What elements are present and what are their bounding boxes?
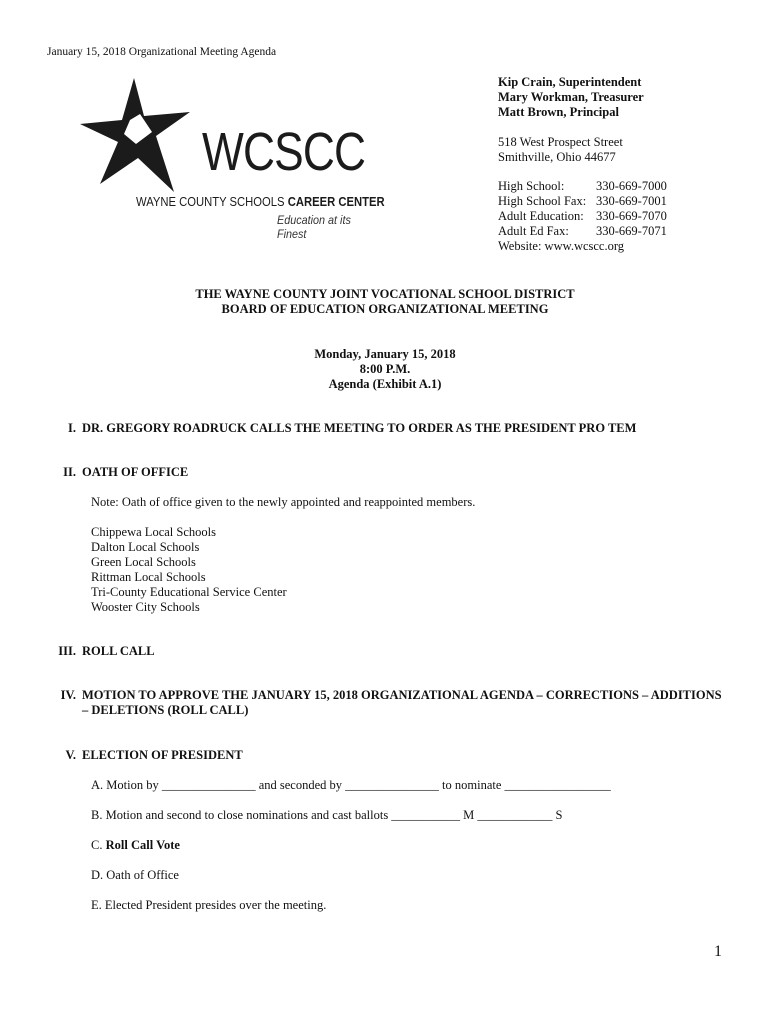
section-number: I. — [68, 421, 76, 435]
election-item-c — [91, 838, 180, 853]
schools-list — [91, 525, 287, 615]
address-street: 518 West Prospect Street — [498, 135, 623, 149]
section-2 — [48, 465, 188, 480]
logo-school-name — [136, 195, 385, 209]
section-4 — [48, 688, 722, 718]
meeting-details — [0, 347, 770, 392]
star-icon — [78, 74, 206, 202]
logo-wordmark: WCSCC — [202, 122, 366, 182]
oath-note: Note: Oath of office given to the newly appointed and reappointed members. — [91, 495, 476, 509]
section-heading-line-2: – DELETIONS (ROLL CALL) — [82, 703, 249, 717]
title-line-1: THE WAYNE COUNTY JOINT VOCATIONAL SCHOOL DISTRICT — [195, 287, 575, 301]
section-number: II. — [63, 465, 76, 479]
staff-superintendent: Kip Crain, Superintendent — [498, 75, 642, 89]
section-3 — [48, 644, 155, 659]
contact-row — [498, 209, 667, 224]
staff-treasurer: Mary Workman, Treasurer — [498, 90, 644, 104]
meeting-agenda-label: Agenda (Exhibit A.1) — [328, 377, 442, 391]
list-item: Dalton Local Schools — [91, 540, 200, 554]
section-heading: DR. GREGORY ROADRUCK CALLS THE MEETING TO ORDER AS THE PRESIDENT PRO TEM — [82, 421, 637, 435]
contact-label: High School: — [498, 179, 565, 193]
wcscc-logo — [78, 74, 388, 241]
list-item: Rittman Local Schools — [91, 570, 206, 584]
list-item: Wooster City Schools — [91, 600, 200, 614]
section-number: V. — [65, 748, 76, 762]
section-number: III. — [58, 644, 76, 658]
document-header: January 15, 2018 Organizational Meeting Agenda — [47, 46, 277, 58]
section-1 — [48, 421, 636, 436]
contact-value: 330-669-7071 — [596, 224, 667, 238]
election-item-d: D. Oath of Office — [91, 868, 179, 882]
website-link[interactable]: Website: www.wcscc.org — [498, 239, 625, 253]
section-heading — [82, 688, 722, 718]
meeting-title — [0, 287, 770, 317]
section-heading: ROLL CALL — [82, 644, 155, 658]
staff-principal: Matt Brown, Principal — [498, 105, 619, 119]
contact-row — [498, 179, 667, 194]
section-5 — [48, 748, 243, 763]
contact-label: Adult Ed Fax: — [498, 224, 569, 238]
list-item: Green Local Schools — [91, 555, 196, 569]
meeting-time: 8:00 P.M. — [359, 362, 411, 376]
section-heading-line-1: MOTION TO APPROVE THE JANUARY 15, 2018 ORGANIZATIONAL AGENDA – CORRECTIONS – ADDITIONS — [82, 688, 722, 702]
meeting-date: Monday, January 15, 2018 — [314, 347, 456, 361]
contact-value: 330-669-7001 — [596, 194, 667, 208]
election-item-a: A. Motion by _______________ and seconded by _______________ to nominate _________________ — [91, 778, 611, 792]
contact-row — [498, 224, 667, 239]
contact-block — [498, 179, 667, 254]
logo-school-name-regular: WAYNE COUNTY SCHOOLS — [136, 195, 288, 209]
list-item: Chippewa Local Schools — [91, 525, 216, 539]
section-number: IV. — [60, 688, 76, 702]
address-city: Smithville, Ohio 44677 — [498, 150, 616, 164]
contact-value: 330-669-7000 — [596, 179, 667, 193]
page-number: 1 — [714, 943, 722, 960]
contact-label: Adult Education: — [498, 209, 584, 223]
section-heading: OATH OF OFFICE — [82, 465, 189, 479]
section-heading: ELECTION OF PRESIDENT — [82, 748, 243, 762]
logo-school-name-bold: CAREER CENTER — [287, 195, 385, 209]
staff-list — [498, 75, 644, 120]
election-item-c-prefix: C. — [91, 838, 106, 852]
contact-label: High School Fax: — [498, 194, 587, 208]
contact-value: 330-669-7070 — [596, 209, 667, 223]
address-block — [498, 135, 623, 165]
title-line-2: BOARD OF EDUCATION ORGANIZATIONAL MEETING — [221, 302, 549, 316]
election-item-b: B. Motion and second to close nominations and cast ballots ___________ M ____________ S — [91, 808, 563, 822]
contact-row — [498, 194, 667, 209]
election-item-e: E. Elected President presides over the meeting. — [91, 898, 327, 912]
election-item-c-bold: Roll Call Vote — [105, 838, 180, 852]
logo-tagline: Education at its Finest — [277, 213, 351, 241]
list-item: Tri-County Educational Service Center — [91, 585, 287, 599]
